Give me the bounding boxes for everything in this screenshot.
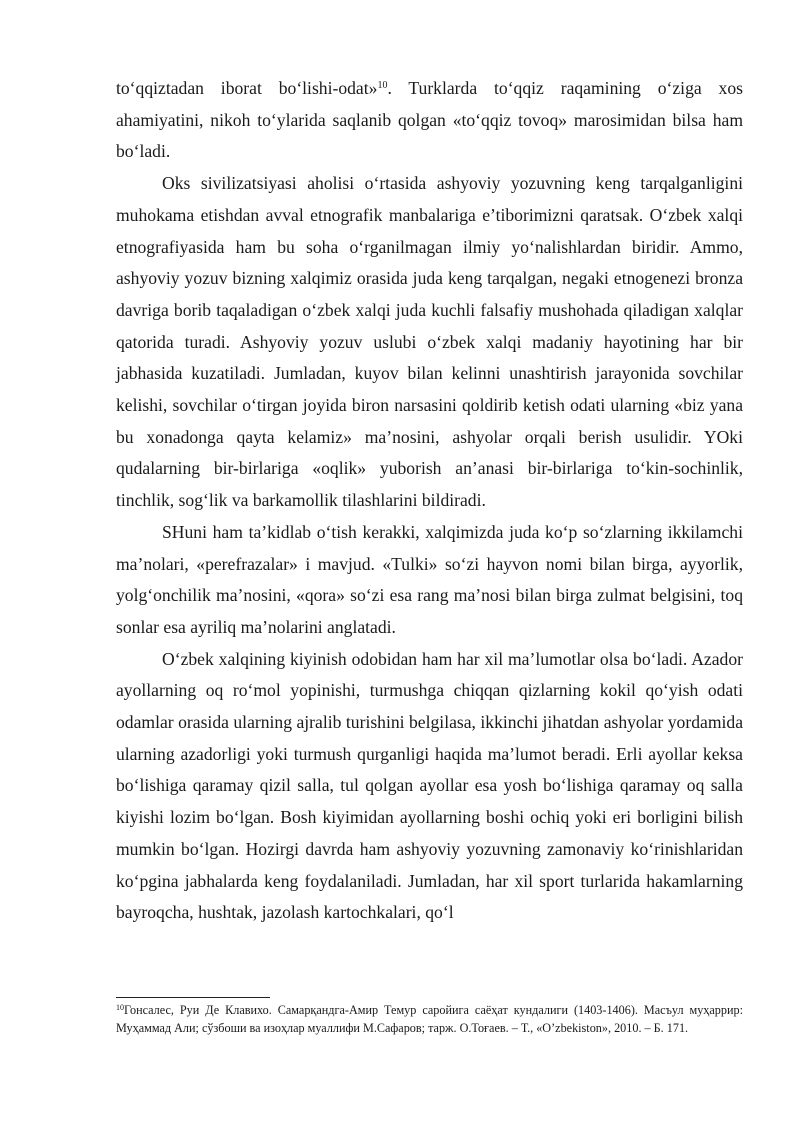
paragraph: Oks sivilizatsiyasi aholisi o‘rtasida ashyoviy yozuvning keng tarqalganligini muhokama etishdan avval etnografik manbalariga e’tiborimizni qaratsak. O‘zbek xalqi etnografiyasida ham bu soha o‘rganilmagan ilmiy yo‘nalishlardan biridir. Ammo, ashyoviy yozuv bizning xalqimiz orasida juda keng tarqalgan, negaki etnogenezi bronza davriga borib taqaladigan o‘zbek xalqi juda kuchli falsafiy mushohada qiladigan xalqlar qatorida turadi. Ashyoviy yozuv uslubi o‘zbek xalqi madaniy hayotining har bir jabhasida kuzatiladi. Jumladan, kuyov bilan kelinni unashtirish jarayonida sovchilar kelishi, sovchilar o‘tirgan joyida biron narsasini qoldirib ketish odati ularning «biz yana bu xonadonga qayta kelamiz» ma’nosini, ashyolar orqali berish usulidir. YOki qudalarning bir-birlariga «oqlik» yuborish an’anasi bir-birlariga to‘kin-sochinlik, tinchlik, sog‘lik va barkamollik tilashlarini bildiradi. bbox=[116, 173, 743, 511]
footnote-text: Гонсалес, Руи Де Клавихо. Самарқандга-Амир Темур саройига саёҳат кундалиги (1403-1406). Масъул муҳаррир: Муҳаммад Али; сўзбоши ва изоҳлар муаллифи М.Сафаров; тарж. О.Тоғаев. – Т., «O’zbekiston», 2010. – Б. 171. bbox=[116, 1003, 743, 1035]
footnote-reference[interactable]: 10 bbox=[377, 80, 388, 91]
footnote-separator bbox=[116, 997, 270, 998]
footnote bbox=[116, 1002, 743, 1037]
footnote-marker: 10 bbox=[116, 1003, 124, 1012]
paragraph-text: . Turklarda to‘qqiz raqamining o‘ziga xos ahamiyatini, nikoh to‘ylarida saqlanib qolgan «to‘qqiz tovoq» marosimidan bilsa ham bo‘ladi. bbox=[116, 78, 743, 162]
paragraph-text: to‘qqiztadan iborat bo‘lishi-odat» bbox=[116, 78, 378, 98]
paragraph: O‘zbek xalqining kiyinish odobidan ham har xil ma’lumotlar olsa bo‘ladi. Azador ayollarning oq ro‘mol yopinishi, turmushga chiqqan qizlarning kokil qo‘yish odati odamlar orasida ularning ajralib turishini belgilasa, ikkinchi jihatdan ashyolar yordamida ularning azadorligi yoki turmush qurganligi haqida ma’lumot beradi. Erli ayollar keksa bo‘lishiga qaramay qizil salla, tul qolgan ayollar esa yosh bo‘lishiga qaramay oq salla kiyishi lozim bo‘lgan. Bosh kiyimidan ayollarning boshi ochiq yoki eri borligini bilish mumkin bo‘lgan. Hozirgi davrda ham ashyoviy yozuvning zamonaviy ko‘rinishlaridan ko‘pgina jabhalarda keng foydalaniladi. Jumladan, har xil sport turlarida hakamlarning bayroqcha, hushtak, jazolash kartochkalari, qo‘l bbox=[116, 648, 743, 923]
paragraph bbox=[116, 73, 743, 168]
paragraph: SHuni ham ta’kidlab o‘tish kerakki, xalqimizda juda ko‘p so‘zlarning ikkilamchi ma’nolari, «perefrazalar» i mavjud. «Tulki» so‘zi hayvon nomi bilan birga, ayyorlik, yolg‘onchilik ma’nosini, «qora» so‘zi esa rang ma’nosi bilan birga zulmat belgisini, toq sonlar esa ayriliq ma’nolarini anglatadi. bbox=[116, 521, 743, 637]
document-body bbox=[116, 73, 743, 929]
